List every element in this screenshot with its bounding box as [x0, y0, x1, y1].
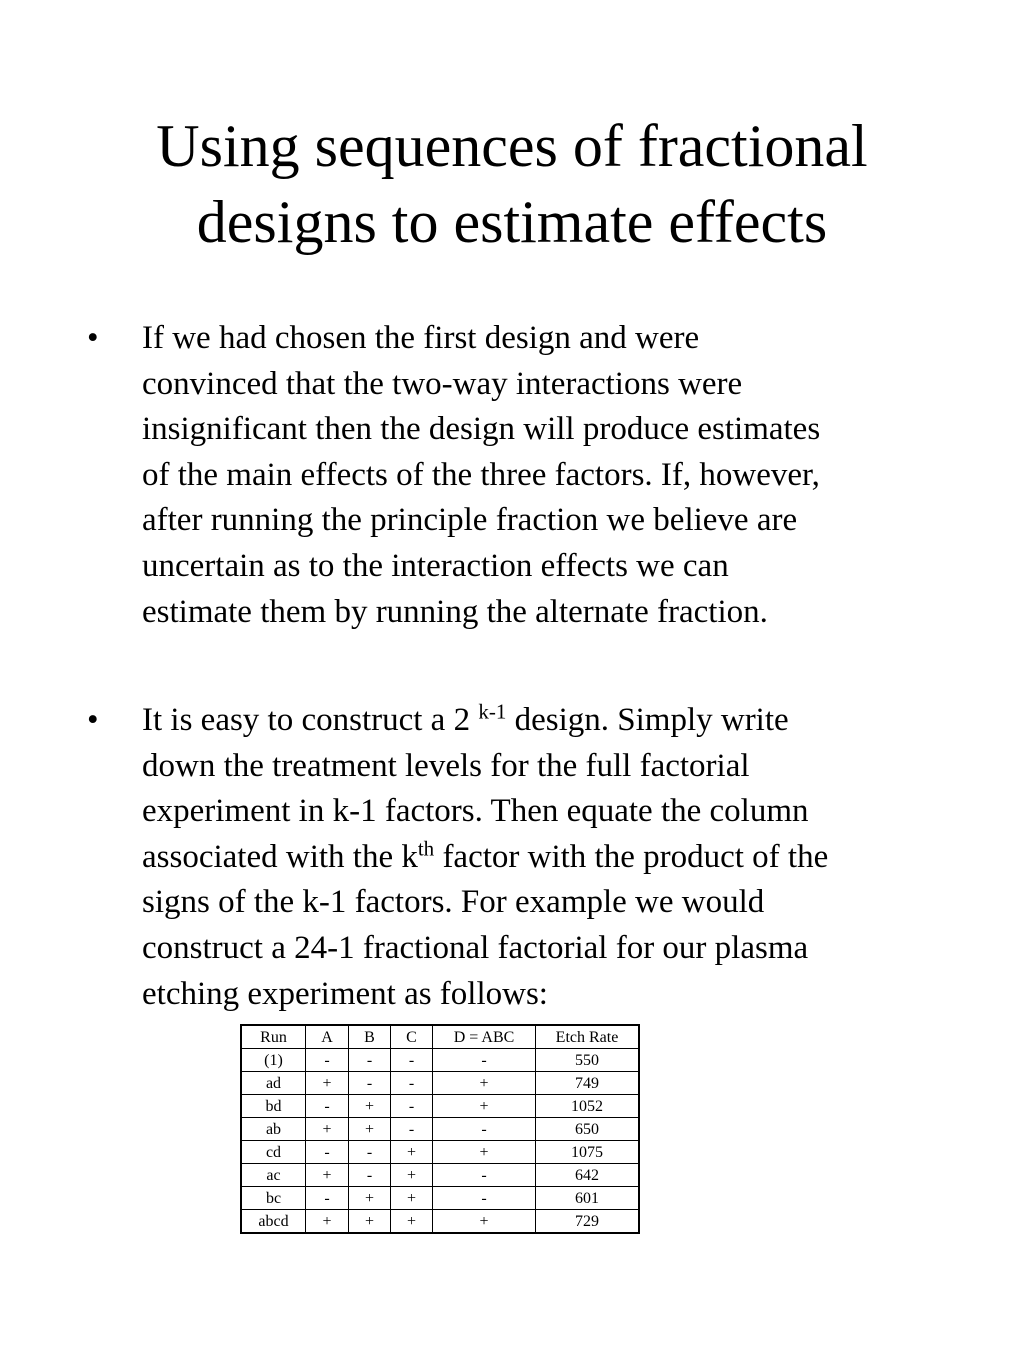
table-cell: -	[306, 1187, 349, 1210]
table-cell: -	[306, 1095, 349, 1118]
table-cell: +	[433, 1210, 536, 1234]
bullet-line: estimate them by running the alternate fraction.	[142, 593, 768, 630]
table-cell: +	[349, 1187, 391, 1210]
table-cell: ad	[241, 1072, 306, 1095]
bullet-text	[142, 698, 942, 1017]
column-header-etch-rate: Etch Rate	[536, 1025, 640, 1049]
column-header-b: B	[349, 1025, 391, 1049]
bullet-line	[142, 835, 942, 881]
bullet-line	[142, 698, 942, 744]
table-cell: -	[433, 1187, 536, 1210]
table-row	[241, 1072, 639, 1095]
table-cell: -	[349, 1072, 391, 1095]
bullet-line: down the treatment levels for the full factorial	[142, 747, 750, 784]
table-cell: bc	[241, 1187, 306, 1210]
table-cell: cd	[241, 1141, 306, 1164]
column-header-c: C	[391, 1025, 433, 1049]
table-cell: +	[349, 1095, 391, 1118]
table-cell: 1052	[536, 1095, 640, 1118]
bullet-dot: •	[87, 702, 99, 738]
text-segment: associated with the k	[142, 838, 418, 875]
table-row	[241, 1164, 639, 1187]
table-cell: -	[433, 1164, 536, 1187]
table-cell: bd	[241, 1095, 306, 1118]
superscript: k-1	[478, 699, 507, 724]
table-row	[241, 1095, 639, 1118]
table-cell: -	[349, 1141, 391, 1164]
table-row	[241, 1141, 639, 1164]
text-segment: factor with the product of the	[434, 838, 829, 875]
table-cell: 550	[536, 1049, 640, 1072]
table-cell: 729	[536, 1210, 640, 1234]
table-cell: -	[391, 1049, 433, 1072]
table-cell: +	[306, 1118, 349, 1141]
table-cell: 650	[536, 1118, 640, 1141]
table-cell: +	[433, 1141, 536, 1164]
bullet-line: uncertain as to the interaction effects we can	[142, 547, 729, 584]
column-header-a: A	[306, 1025, 349, 1049]
table-cell: +	[391, 1210, 433, 1234]
bullet-text	[142, 316, 942, 635]
table-cell: +	[391, 1164, 433, 1187]
slide-title	[0, 108, 1024, 260]
table-row	[241, 1049, 639, 1072]
table-cell: +	[349, 1118, 391, 1141]
superscript: th	[417, 836, 435, 861]
bullet-line: If we had chosen the first design and were	[142, 320, 700, 356]
table-cell: +	[349, 1210, 391, 1234]
table-cell: -	[433, 1118, 536, 1141]
bullet-dot: •	[87, 320, 99, 356]
table-row	[241, 1118, 639, 1141]
bullet-line: signs of the k-1 factors. For example we would	[142, 884, 765, 921]
table-cell: -	[306, 1049, 349, 1072]
table-cell: -	[349, 1049, 391, 1072]
bullet-line: of the main effects of the three factors. If, however,	[142, 456, 820, 493]
table-cell: 601	[536, 1187, 640, 1210]
table-cell: +	[306, 1072, 349, 1095]
table-cell: ab	[241, 1118, 306, 1141]
table-cell: -	[391, 1072, 433, 1095]
text-segment: design. Simply write	[506, 702, 789, 738]
table-cell: +	[433, 1072, 536, 1095]
text-segment: It is easy to construct a 2	[142, 702, 479, 738]
etch-rate-table	[240, 1024, 640, 1234]
table-cell: +	[433, 1095, 536, 1118]
table-cell: (1)	[241, 1049, 306, 1072]
table-cell: +	[391, 1141, 433, 1164]
table-cell: 749	[536, 1072, 640, 1095]
table-cell: ac	[241, 1164, 306, 1187]
table-row	[241, 1187, 639, 1210]
bullet-line: construct a 24-1 fractional factorial for our plasma	[142, 929, 809, 966]
table-cell: +	[391, 1187, 433, 1210]
slide-title-line-1: Using sequences of fractional	[156, 113, 868, 179]
slide-title-line-2: designs to estimate effects	[196, 189, 828, 255]
table-header-row	[241, 1025, 639, 1049]
table-cell: 642	[536, 1164, 640, 1187]
table-cell: 1075	[536, 1141, 640, 1164]
table-cell: -	[391, 1095, 433, 1118]
table-cell: -	[433, 1049, 536, 1072]
bullet-line: experiment in k-1 factors. Then equate the column	[142, 793, 809, 830]
table-cell: +	[306, 1164, 349, 1187]
bullet-line: convinced that the two-way interactions were	[142, 365, 743, 402]
table-cell: -	[306, 1141, 349, 1164]
column-header-d: D = ABC	[433, 1025, 536, 1049]
table-row	[241, 1210, 639, 1234]
column-header-run: Run	[241, 1025, 306, 1049]
table-cell: -	[391, 1118, 433, 1141]
table-cell: +	[306, 1210, 349, 1234]
table-cell: -	[349, 1164, 391, 1187]
bullet-line: etching experiment as follows:	[142, 975, 548, 1012]
bullet-line: after running the principle fraction we believe are	[142, 502, 798, 539]
table-cell: abcd	[241, 1210, 306, 1234]
bullet-line: insignificant then the design will produce estimates	[142, 411, 821, 448]
